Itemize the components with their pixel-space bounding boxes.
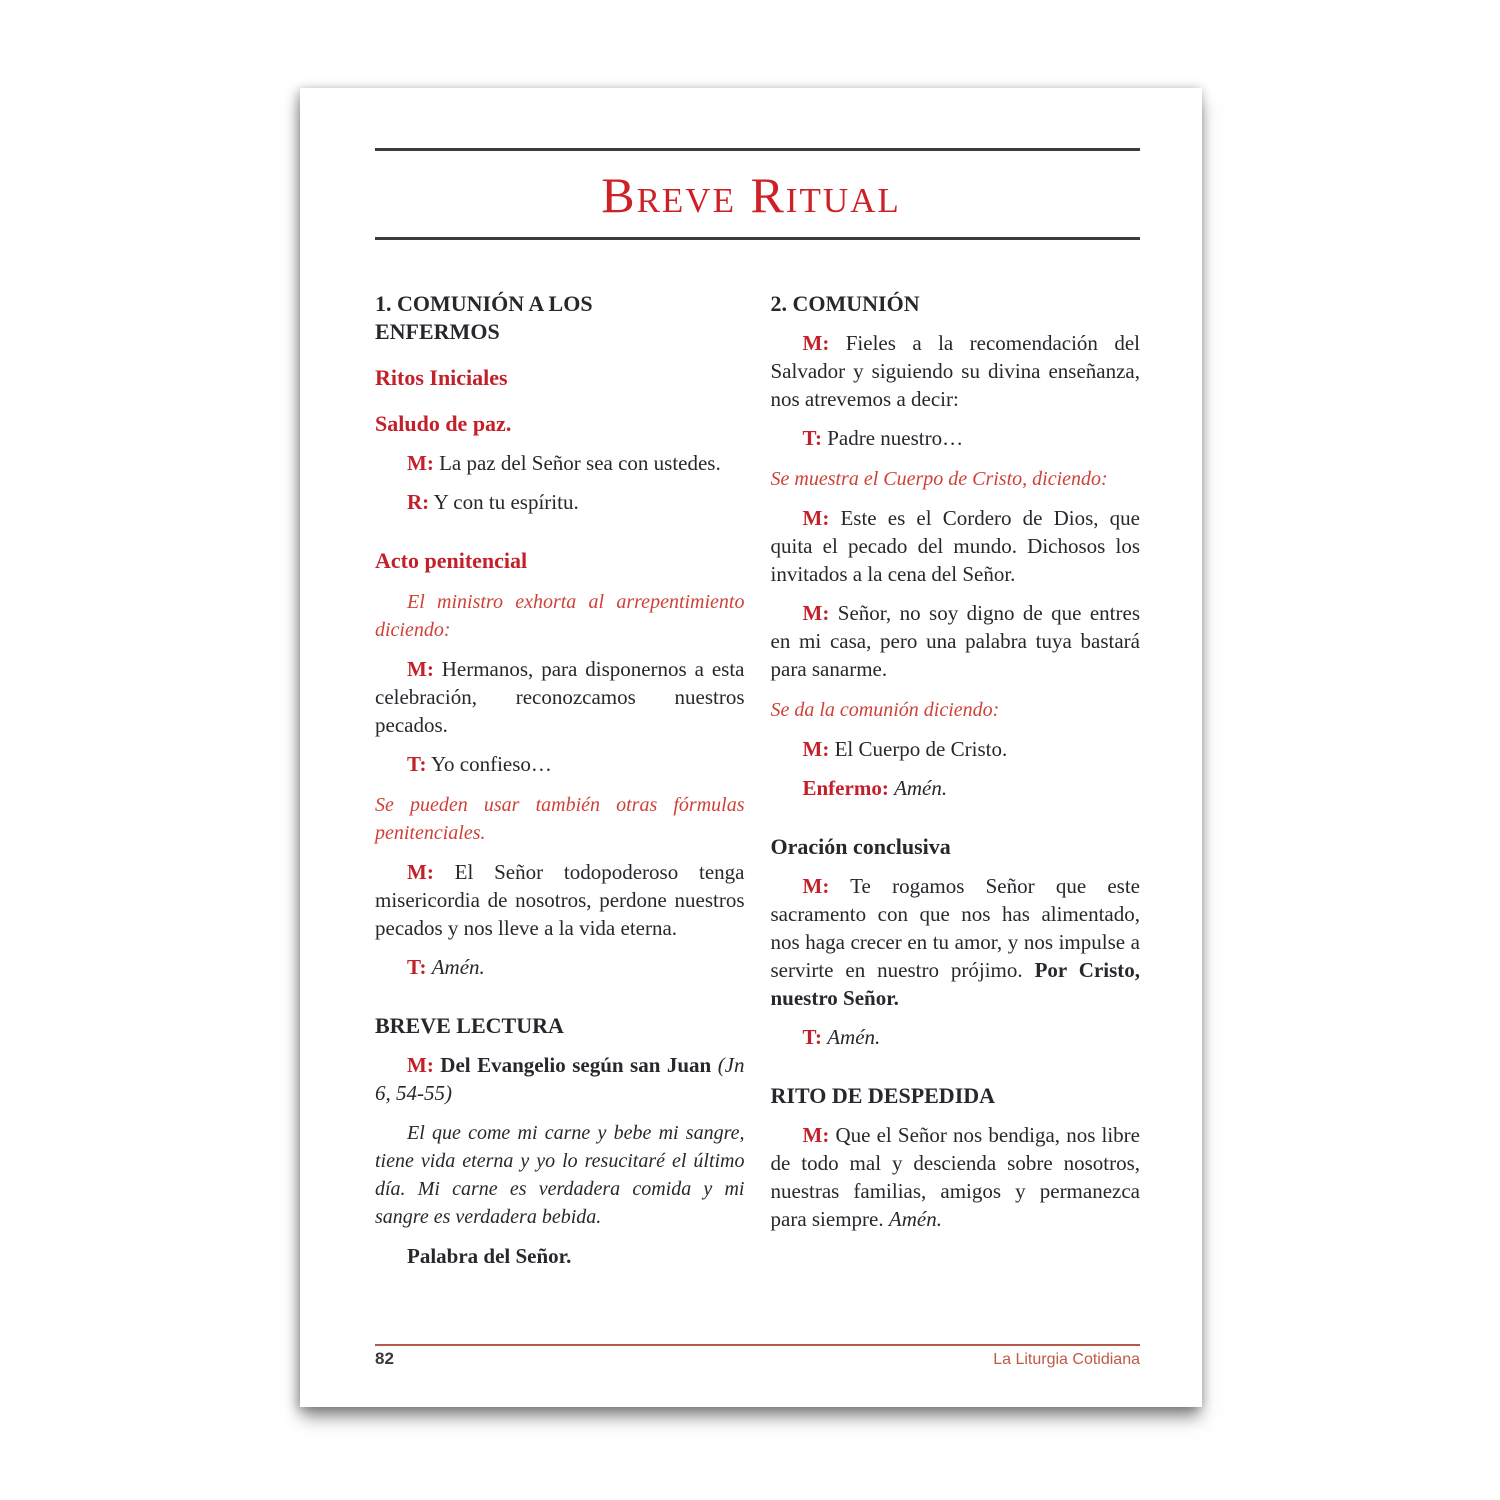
speaker-label: T:: [802, 426, 822, 450]
page-footer: [375, 1344, 1140, 1369]
dialogue-text: Que el Señor nos bendiga, nos libre de todo mal y descienda sobre nosotros, nuestras familias, amigos y permanezca para siempre.: [770, 1123, 1140, 1231]
scripture-reference: (Jn 6, 54-55): [375, 1053, 745, 1105]
dialogue-confieso: [375, 750, 745, 778]
speaker-label: M:: [802, 331, 830, 355]
gospel-reading-text: El que come mi carne y bebe mi sangre, tiene vida eterna y yo lo resucitaré el último día. Mi carne es verdadera comida y mi sangre es verdadera bebida.: [375, 1122, 745, 1228]
section-heading-comunion: 2. COMUNIÓN: [770, 291, 920, 316]
speaker-label: R:: [407, 490, 430, 514]
right-column: [771, 290, 1141, 1270]
dialogue-text: El Señor todopoderoso tenga misericordia de nosotros, perdone nuestros pecados y nos lleve a la vida eterna.: [375, 860, 745, 940]
dialogue-bendiga: [771, 1121, 1141, 1233]
dialogue-text: Este es el Cordero de Dios, que quita el pecado del mundo. Dichosos los invitados a la cena del Señor.: [770, 506, 1140, 586]
speaker-label: T:: [407, 955, 427, 979]
dialogue-text: El Cuerpo de Cristo.: [834, 737, 1008, 761]
dialogue-text: Yo confieso…: [430, 752, 552, 776]
speaker-label: M:: [407, 451, 434, 475]
speaker-label: M:: [802, 1123, 830, 1147]
page-number: 82: [375, 1349, 394, 1368]
speaker-label: M:: [407, 1053, 434, 1077]
dialogue-text: Fieles a la recomendación del Salvador y siguiendo su divina enseñanza, nos atrevemos a decir:: [770, 331, 1140, 411]
palabra-del-senor: Palabra del Señor.: [407, 1244, 572, 1268]
dialogue-text-bold: Por Cristo, nuestro Señor.: [770, 958, 1141, 1010]
dialogue-amen: [771, 1023, 1141, 1051]
dialogue-respuesta: [375, 488, 745, 516]
left-column: [375, 290, 745, 1270]
speaker-label: M:: [802, 874, 830, 898]
dialogue-hermanos: [375, 655, 745, 739]
dialogue-text: Padre nuestro…: [827, 426, 964, 450]
heading-oracion-conclusiva: Oración conclusiva: [770, 834, 951, 859]
dialogue-text: Amén.: [894, 776, 948, 800]
heading-rito-despedida: RITO DE DESPEDIDA: [770, 1083, 996, 1108]
speaker-label: M:: [802, 737, 830, 761]
dialogue-text: Y con tu espíritu.: [433, 490, 579, 514]
subheading-acto-penitencial: Acto penitencial: [375, 548, 528, 573]
dialogue-cuerpo-cristo: [771, 735, 1141, 763]
edition-title: La Liturgia Cotidiana: [993, 1351, 1140, 1368]
footer-row: [375, 1346, 1140, 1369]
speaker-label: M:: [802, 506, 830, 530]
dialogue-enfermo-amen: [771, 774, 1141, 802]
speaker-label: M:: [407, 657, 434, 681]
dialogue-text: Señor, no soy digno de que entres en mi casa, pero una palabra tuya bastará para sanarme.: [770, 601, 1141, 681]
dialogue-text: Te rogamos Señor que este sacramento con que nos has alimentado, nos haga crecer en tu amor, y nos impulse a servirte en nuestro prójimo.: [770, 874, 1140, 982]
gospel-source: Del Evangelio según san Juan: [440, 1053, 712, 1077]
dialogue-todopoderoso: [375, 858, 745, 942]
heading-breve-lectura: BREVE LECTURA: [375, 1013, 564, 1038]
speaker-label: M:: [802, 601, 830, 625]
speaker-label: Enfermo:: [802, 776, 889, 800]
section-heading-comunion-enfermos: 1. COMUNIÓN A LOS ENFERMOS: [375, 291, 593, 344]
dialogue-text-italic: Amén.: [888, 1207, 942, 1231]
dialogue-te-rogamos: [771, 872, 1141, 1012]
speaker-label: T:: [802, 1025, 822, 1049]
speaker-label: M:: [407, 860, 434, 884]
page-title: Breve Ritual: [601, 167, 901, 223]
dialogue-text: Amén.: [827, 1025, 881, 1049]
book-page: [300, 88, 1202, 1407]
dialogue-saludo: [375, 449, 745, 477]
dialogue-text: Amén.: [431, 955, 485, 979]
dialogue-padre-nuestro: [771, 424, 1141, 452]
rubric-otras-formulas: Se pueden usar también otras fórmulas penitenciales.: [375, 794, 745, 844]
title-rule-bottom: [375, 237, 1140, 240]
two-column-layout: [300, 290, 1202, 1270]
subheading-saludo-de-paz: Saludo de paz.: [375, 411, 512, 436]
dialogue-amen: [375, 953, 745, 981]
rubric-se-da-comunion: Se da la comunión diciendo:: [770, 699, 1000, 721]
dialogue-text: La paz del Señor sea con ustedes.: [439, 451, 721, 475]
speaker-label: T:: [407, 752, 427, 776]
rubric-se-muestra-cuerpo: Se muestra el Cuerpo de Cristo, diciendo:: [770, 468, 1108, 490]
subheading-ritos-iniciales: Ritos Iniciales: [375, 365, 508, 390]
dialogue-no-soy-digno: [771, 599, 1141, 683]
dialogue-evangelio: [375, 1051, 745, 1107]
dialogue-cordero: [771, 504, 1141, 588]
dialogue-text: Hermanos, para disponernos a esta celebración, reconozcamos nuestros pecados.: [375, 657, 745, 737]
rubric-ministro-exhorta: El ministro exhorta al arrepentimiento diciendo:: [375, 591, 745, 641]
dialogue-fieles: [771, 329, 1141, 413]
